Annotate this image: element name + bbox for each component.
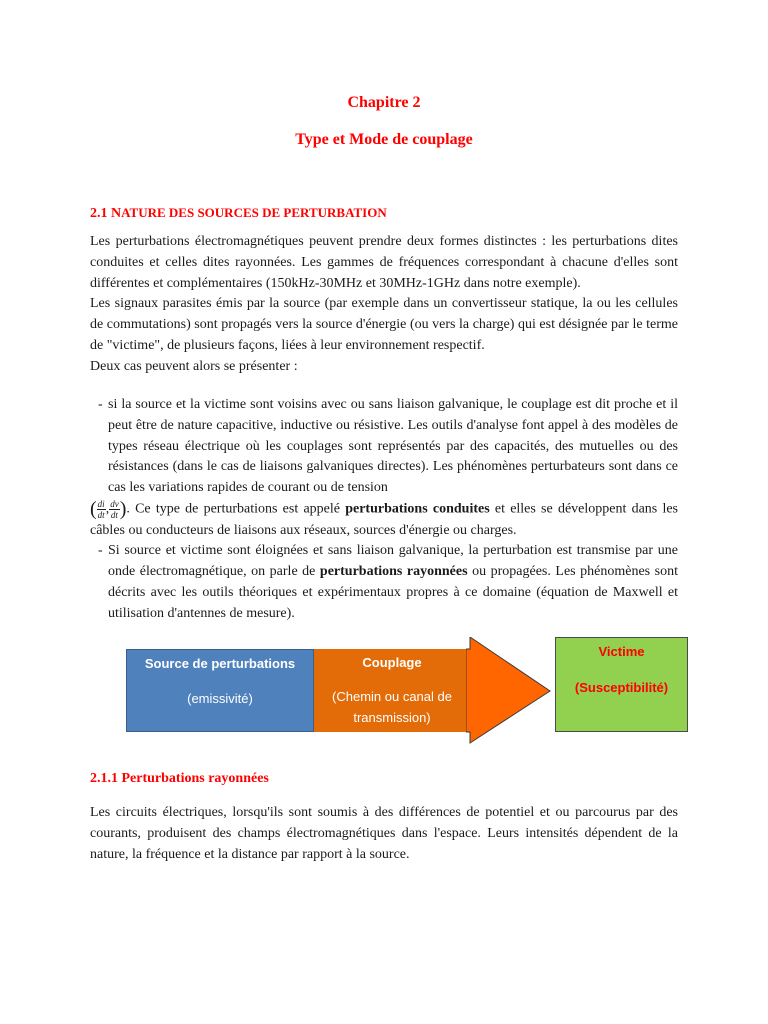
intro-line-3: Deux cas peuvent alors se présenter : — [90, 358, 298, 374]
bullet-1-continuation: ( $\frac{di}{dt}$ , $\frac{dv}{dt}$ ). Ce type de perturbations est appelé perturbations conduites et elles se développent dans les câbles ou conducteurs de liaisons aux réseaux, sources d'énergie ou charges. — [90, 498, 679, 538]
section-number: 2.1 N — [90, 206, 122, 221]
paren-open: ( — [90, 498, 97, 521]
bullet-item-far-coupling — [90, 541, 678, 624]
radiated-paragraph: Les circuits électriques, lorsqu'ils sont soumis à des différences de potentiel et ou parcourus par des courants, produisent des champs électromagnétiques dans l'espace. Leurs intensités dépendent de la nature, la fréquence et la distance par rapport à la source. — [90, 805, 678, 862]
bullet-item-near-coupling — [90, 395, 678, 499]
source-box — [126, 649, 314, 732]
frac-num: di — [97, 498, 105, 509]
chapter-title: Type et Mode de couplage — [295, 131, 473, 148]
intro-paragraph — [90, 232, 678, 378]
frac-num: dv — [110, 498, 119, 509]
arrow-shape — [466, 637, 552, 745]
victim-subtitle: (Susceptibilité) — [574, 680, 669, 695]
victim-title: Victime — [598, 644, 645, 659]
bold-conducted: perturbations conduites — [345, 501, 490, 517]
intro-line-1: Les perturbations électromagnétiques peuvent prendre deux formes distinctes : les perturbations dites conduites et celles dites rayonnées. Les gammes de fréquences correspondant à chacune d'elles sont différentes et complémentaires (150kHz-30MHz et 30MHz-1GHz dans notre exemple). — [90, 234, 678, 291]
bullet-2-text-after: ou propagées. Les phénomènes sont décrits avec les outils théoriques et expérimentaux propres à ce domaine (équation de Maxwell et utilisation d'antennes de mesure). — [108, 564, 678, 621]
bullet-2-text-before: Si source et victime sont éloignées et sans liaison galvanique, la perturbation est transmise par une onde électromagnétique, on parle de — [108, 543, 678, 580]
coupling-subtitle-2: transmission) — [353, 710, 431, 725]
paren-close: ) — [119, 498, 127, 521]
victim-box — [555, 637, 688, 732]
fraction-dv-dt — [109, 499, 120, 520]
bullet-1-cont-before: . Ce type de perturbations est appelé — [126, 501, 346, 517]
source-title: Source de perturbations — [144, 656, 296, 671]
coupling-title: Couplage — [362, 655, 422, 670]
fraction-di-dt — [97, 499, 106, 520]
subsection-heading: 2.1.1 Perturbations rayonnées — [90, 771, 269, 786]
bullet-list — [90, 395, 678, 624]
frac-den: dt — [110, 509, 118, 520]
source-subtitle: (emissivité) — [187, 691, 253, 706]
section-title: ATURE DES SOURCES DE PERTURBATION — [121, 205, 387, 220]
bullet-1-text: si la source et la victime sont voisins avec ou sans liaison galvanique, le couplage est dit proche et il peut être de nature capacitive, inductive ou résistive. Les outils d'analyse font appel à des modèles de types réseau électrique où les couplages sont représentés par des capacités, des mutuelles ou des résistances (dans le cas de liaisons galvaniques directes). Les phénomènes perturbateurs sont dans ce cas les variations rapides de courant ou de tension — [108, 397, 678, 496]
coupling-subtitle-1: (Chemin ou canal de — [332, 689, 452, 704]
intro-line-2: Les signaux parasites émis par la source (par exemple dans un convertisseur statique, la ou les cellules de commutations) sont propagés vers la source d'énergie (ou vers la charge) qui est désignée par le terme de "victime", de plusieurs façons, liées à leur environnement respectif. — [90, 296, 678, 353]
bullet-1-cont-after: et elles se développent dans les câbles ou conducteurs de liaisons aux réseaux, sources d'énergie ou charges. — [90, 501, 679, 538]
frac-den: dt — [97, 509, 105, 520]
bold-radiated: perturbations rayonnées — [319, 564, 468, 580]
bullet-dash: - — [98, 543, 103, 559]
section-heading — [90, 205, 387, 222]
bullet-dash: - — [98, 397, 103, 412]
coupling-box — [314, 649, 470, 732]
chapter-number: Chapitre 2 — [347, 94, 421, 111]
